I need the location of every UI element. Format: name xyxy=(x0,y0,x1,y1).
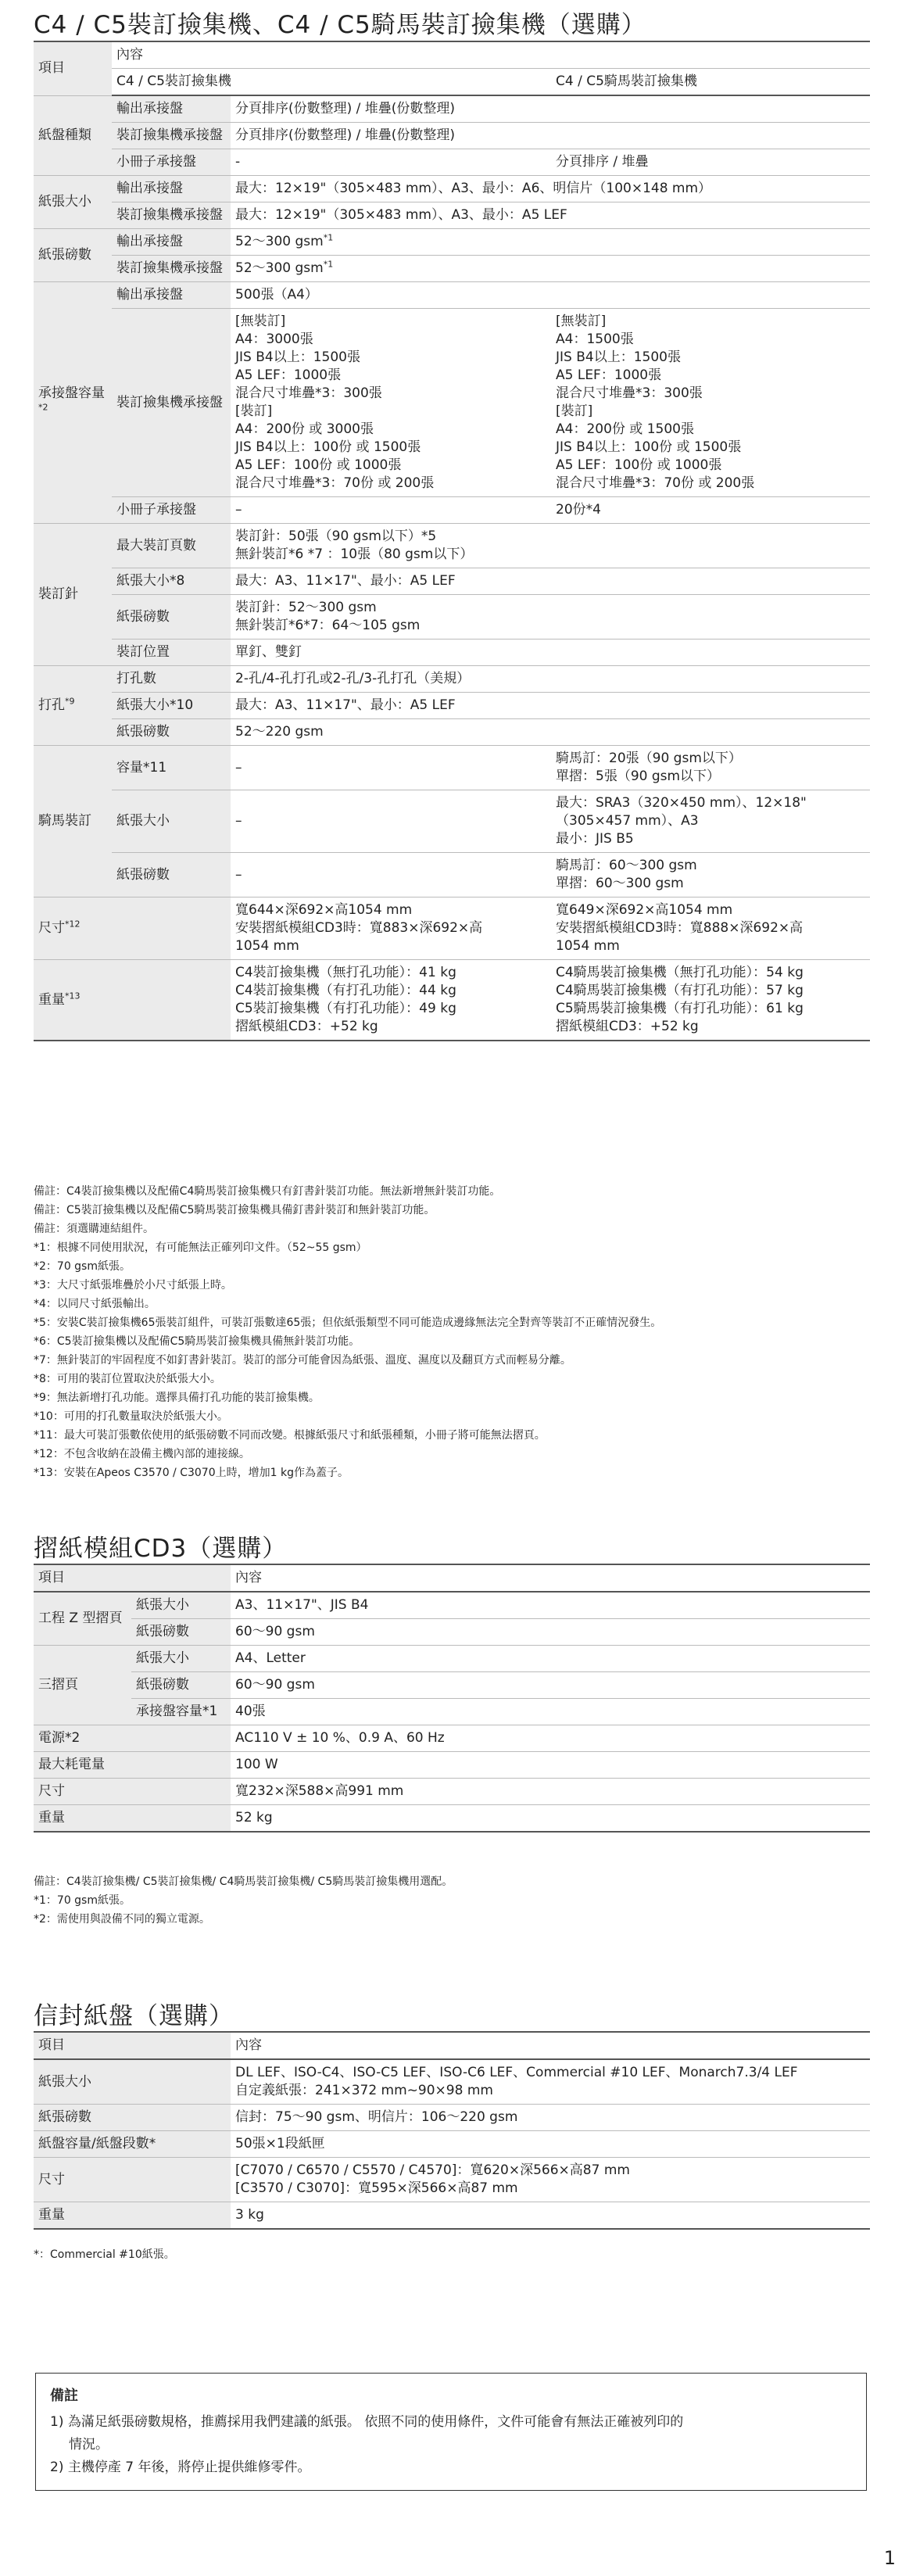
cell: 100 W xyxy=(231,1752,870,1779)
list-line: 混合尺寸堆疊*3：70份 或 200張 xyxy=(235,475,435,491)
list-line: C4裝訂撿集機（無打孔功能）：41 kg xyxy=(235,965,456,980)
header-c4: C4 / C5裝訂撿集機 xyxy=(112,69,551,96)
list-line: *9：無法新增打孔功能。選擇具備打孔功能的裝訂撿集機。 xyxy=(34,1392,320,1404)
cell xyxy=(551,897,870,960)
list-line: *7：無針裝訂的牢固程度不如釘書針裝訂。裝訂的部分可能會因為紙張、溫度、濕度以及翻頁方式而輕易分離。 xyxy=(34,1354,571,1367)
cell: A4、Letter xyxy=(231,1646,870,1672)
list-line: 摺紙模組CD3：+52 kg xyxy=(556,1019,699,1034)
list-line: 摺紙模組CD3：+52 kg xyxy=(235,1019,378,1034)
sub-label: 裝訂撿集機承接盤 xyxy=(112,256,231,282)
list-line: *1：根據不同使用狀況，有可能無法正確列印文件。（52~55 gsm） xyxy=(34,1241,367,1254)
sub-label: 打孔數 xyxy=(112,666,231,693)
sub-label: 小冊子承接盤 xyxy=(112,497,231,524)
cell: – xyxy=(231,497,551,524)
row-label-dimension: 尺寸 xyxy=(34,1779,231,1805)
sub-label: 紙張磅數 xyxy=(131,1619,231,1646)
list-line: A5 LEF：1000張 xyxy=(556,367,662,383)
cell: 500張（A4） xyxy=(231,282,870,309)
list-line: 寬649×深692×高1054 mm xyxy=(556,902,733,918)
cell: – xyxy=(231,790,551,853)
cell xyxy=(551,790,870,853)
remarks-box xyxy=(35,2373,867,2491)
envelope-spec-table xyxy=(34,2031,870,2230)
sub-label: 容量*11 xyxy=(112,746,231,790)
header-item: 項目 xyxy=(34,2032,231,2059)
sub-label: 裝訂撿集機承接盤 xyxy=(112,123,231,149)
remarks-title: 備註 xyxy=(50,2388,78,2404)
sub-label: 小冊子承接盤 xyxy=(112,149,231,176)
sub-label: 承接盤容量*1 xyxy=(131,1699,231,1725)
list-line: [裝訂] xyxy=(235,403,273,419)
header-content: 內容 xyxy=(112,41,870,69)
row-label-weight: 重量$^{*13}$ xyxy=(34,960,231,1041)
list-line: JIS B4以上：100份 或 1500張 xyxy=(556,439,742,455)
section-title-cd3: 摺紙模組CD3（選購） xyxy=(34,1535,288,1563)
sub-label: 輸出承接盤 xyxy=(112,95,231,123)
list-line: A4：3000張 xyxy=(235,331,313,347)
list-line: *13：安裝在Apeos C3570 / C3070上時，增加1 kg作為蓋子。 xyxy=(34,1467,349,1479)
sub-label: 紙張磅數 xyxy=(112,853,231,897)
cell xyxy=(231,960,551,1041)
row-label-capacity: 紙盤容量/紙盤段數* xyxy=(34,2131,231,2158)
row-label-net-weight: 重量 xyxy=(34,2202,231,2230)
list-line: [裝訂] xyxy=(556,403,593,419)
finisher-notes xyxy=(34,1182,661,1482)
list-line: [無裝訂] xyxy=(556,313,607,329)
sub-label: 紙張磅數 xyxy=(131,1672,231,1699)
list-line: A5 LEF：1000張 xyxy=(235,367,342,383)
remark-item: 1) 為滿足紙張磅數規格，推薦採用我們建議的紙張。 依照不同的使用條件，文件可能會有無法正確被列印的 xyxy=(50,2414,684,2430)
row-label-paper-size: 紙張大小 xyxy=(34,176,112,229)
sub-label: 輸出承接盤 xyxy=(112,229,231,256)
cell: 52～300 gsm$^{*1}$ xyxy=(231,256,870,282)
cell: 最大：12×19"（305×483 mm）、A3、最小：A6、明信片（100×148 mm） xyxy=(231,176,870,202)
cell: [C7070 / C6570 / C5570 / C4570]：寬620×深566×高87 mm [C3570 / C3070]：寬595×深566×高87 mm xyxy=(231,2158,870,2202)
list-line: C4騎馬裝訂撿集機（無打孔功能）：54 kg xyxy=(556,965,804,980)
sub-label: 裝訂位置 xyxy=(112,640,231,666)
cell xyxy=(551,746,870,790)
remark-item: 2) 主機停產 7 年後，將停止提供維修零件。 xyxy=(50,2460,311,2475)
list-line: 騎馬訂：20張（90 gsm以下） xyxy=(556,751,742,766)
cell: 50張×1段紙匣 xyxy=(231,2131,870,2158)
list-line: （305×457 mm）、A3 xyxy=(556,813,699,829)
cell: 寬232×深588×高991 mm xyxy=(231,1779,870,1805)
cap-c5-list xyxy=(551,309,870,497)
row-label-saddle: 騎馬裝訂 xyxy=(34,746,112,897)
list-line: *5：安裝C裝訂撿集機65張裝訂組件，可裝訂張數達65張；但依紙張類型不同可能造成邊緣無法完全對齊等裝訂不正確情況發生。 xyxy=(34,1317,662,1329)
row-label-maxpower: 最大耗電量 xyxy=(34,1752,231,1779)
list-line: 單摺：60～300 gsm xyxy=(556,876,684,891)
list-line: *6：C5裝訂撿集機以及配備C5騎馬裝訂撿集機具備無針裝訂功能。 xyxy=(34,1335,360,1348)
sub-label: 紙張大小*8 xyxy=(112,568,231,595)
list-line: JIS B4以上：100份 或 1500張 xyxy=(235,439,421,455)
row-label-punch: 打孔$^{*9}$ xyxy=(34,666,112,746)
sub-label: 紙張大小 xyxy=(131,1646,231,1672)
cd3-notes xyxy=(34,1872,453,1929)
sub-label: 輸出承接盤 xyxy=(112,176,231,202)
list-line: *8：可用的裝訂位置取決於紙張大小。 xyxy=(34,1373,221,1385)
cell: – xyxy=(231,746,551,790)
list-line: *11：最大可裝訂張數依使用的紙張磅數不同而改變。根據紙張尺寸和紙張種類，小冊子將可能無法摺頁。 xyxy=(34,1429,546,1442)
cell: 信封：75～90 gsm、明信片：106～220 gsm xyxy=(231,2105,870,2131)
list-line: *3：大尺寸紙張堆疊於小尺寸紙張上時。 xyxy=(34,1279,232,1292)
cell: 最大：A3、11×17"、最小：A5 LEF xyxy=(231,568,870,595)
list-line: *4：以同尺寸紙張輸出。 xyxy=(34,1298,156,1310)
cell: 裝訂針：50張（90 gsm以下）*5 無針裝訂*6 *7 ：10張（80 gsm以下） xyxy=(231,524,870,568)
header-content: 內容 xyxy=(231,2032,870,2059)
list-line: JIS B4以上：1500張 xyxy=(556,349,681,365)
row-label-trifold: 三摺頁 xyxy=(34,1646,131,1725)
sub-label: 最大裝訂頁數 xyxy=(112,524,231,568)
list-line: *2：70 gsm紙張。 xyxy=(34,1260,131,1273)
cell: 最大：12×19"（305×483 mm）、A3、最小：A5 LEF xyxy=(231,202,870,229)
list-line: 1054 mm xyxy=(556,938,620,954)
cell: 分頁排序(份數整理) / 堆疊(份數整理) xyxy=(231,123,870,149)
row-label-weight: 重量 xyxy=(34,1805,231,1833)
list-line: 安裝摺紙模組CD3時：寬888×深692×高 xyxy=(556,920,804,936)
cell xyxy=(231,897,551,960)
sub-label: 紙張大小*10 xyxy=(112,693,231,719)
list-line: A5 LEF：100份 或 1000張 xyxy=(556,457,722,473)
list-line: C4騎馬裝訂撿集機（有打孔功能）：57 kg xyxy=(556,983,804,998)
row-label-weight: 紙張磅數 xyxy=(34,2105,231,2131)
list-line: 混合尺寸堆疊*3：300張 xyxy=(235,385,382,401)
list-line: 混合尺寸堆疊*3：70份 或 200張 xyxy=(556,475,755,491)
remark-item: 情況。 xyxy=(69,2437,109,2452)
list-line: [無裝訂] xyxy=(235,313,286,329)
list-line: A4：1500張 xyxy=(556,331,634,347)
list-line: A4：200份 或 1500張 xyxy=(556,421,694,437)
section-title-finisher: C4 / C5裝訂撿集機、C4 / C5騎馬裝訂撿集機（選購） xyxy=(34,11,646,39)
cd3-spec-table xyxy=(34,1564,870,1833)
page-number: 1 xyxy=(883,2547,896,2569)
cell: 60～90 gsm xyxy=(231,1619,870,1646)
cell: 52～300 gsm$^{*1}$ xyxy=(231,229,870,256)
cell: – xyxy=(231,853,551,897)
cell: 單釘、雙釘 xyxy=(231,640,870,666)
list-line: *10：可用的打孔數量取決於紙張大小。 xyxy=(34,1410,228,1423)
sub-label: 紙張磅數 xyxy=(112,595,231,640)
row-label-power: 電源*2 xyxy=(34,1725,231,1752)
row-label-paper-type: 紙盤種類 xyxy=(34,95,112,176)
list-line: 備註：須選購連結組件。 xyxy=(34,1223,154,1235)
cell: 40張 xyxy=(231,1699,870,1725)
list-line: A4：200份 或 3000張 xyxy=(235,421,374,437)
cell: 最大：A3、11×17"、最小：A5 LEF xyxy=(231,693,870,719)
cell: 分頁排序(份數整理) / 堆疊(份數整理) xyxy=(231,95,870,123)
sub-label: 紙張大小 xyxy=(131,1592,231,1619)
header-content: 內容 xyxy=(231,1564,870,1592)
sub-label: 裝訂撿集機承接盤 xyxy=(112,202,231,229)
cell: 52 kg xyxy=(231,1805,870,1833)
cell: - xyxy=(231,149,551,176)
list-line: 備註：C5裝訂撿集機以及配備C5騎馬裝訂撿集機具備釘書針裝訂和無針裝訂功能。 xyxy=(34,1204,435,1216)
list-line: A5 LEF：100份 或 1000張 xyxy=(235,457,402,473)
row-label-size: 紙張大小 xyxy=(34,2059,231,2105)
finisher-spec-table xyxy=(34,41,870,1041)
cell xyxy=(551,853,870,897)
cell: 分頁排序 / 堆疊 xyxy=(551,149,870,176)
sub-label: 紙張大小 xyxy=(112,790,231,853)
row-label-paper-weight: 紙張磅數 xyxy=(34,229,112,282)
list-line: *2：需使用與設備不同的獨立電源。 xyxy=(34,1913,210,1926)
list-line: 備註：C4裝訂撿集機以及配備C4騎馬裝訂撿集機只有釘書針裝訂功能。無法新增無針裝訂功能。 xyxy=(34,1185,501,1198)
row-label-dimension: 尺寸 xyxy=(34,2158,231,2202)
header-item: 項目 xyxy=(34,41,112,95)
sub-label: 裝訂撿集機承接盤 xyxy=(112,309,231,497)
cell: 60～90 gsm xyxy=(231,1672,870,1699)
cell: DL LEF、ISO-C4、ISO-C5 LEF、ISO-C6 LEF、Commercial #10 LEF、Monarch7.3/4 LEF 自定義紙張：241×372 mm~90×98 mm xyxy=(231,2059,870,2105)
list-line: 最大：SRA3（320×450 mm）、12×18" xyxy=(556,795,807,811)
list-line: C5騎馬裝訂撿集機（有打孔功能）：61 kg xyxy=(556,1001,804,1016)
section-title-envelope: 信封紙盤（選購） xyxy=(34,2002,234,2030)
cell xyxy=(551,960,870,1041)
row-label-capacity: 承接盤容量$^{*2}$ xyxy=(34,282,112,524)
cell: 2-孔/4-孔打孔或2-孔/3-孔打孔（美規） xyxy=(231,666,870,693)
list-line: JIS B4以上：1500張 xyxy=(235,349,360,365)
list-line: 備註：C4裝訂撿集機/ C5裝訂撿集機/ C4騎馬裝訂撿集機/ C5騎馬裝訂撿集機用選配。 xyxy=(34,1876,453,1888)
row-label-zfold: 工程 Z 型摺頁 xyxy=(34,1592,131,1646)
list-line: 單摺：5張（90 gsm以下） xyxy=(556,769,721,784)
header-item: 項目 xyxy=(34,1564,231,1592)
list-line: 安裝摺紙模組CD3時：寬883×深692×高 xyxy=(235,920,483,936)
list-line: C4裝訂撿集機（有打孔功能）：44 kg xyxy=(235,983,456,998)
list-line: C5裝訂撿集機（有打孔功能）：49 kg xyxy=(235,1001,456,1016)
cell: 52～220 gsm xyxy=(231,719,870,746)
cell: 20份*4 xyxy=(551,497,870,524)
sub-label: 輸出承接盤 xyxy=(112,282,231,309)
list-line: 騎馬訂：60～300 gsm xyxy=(556,858,697,873)
list-line: 1054 mm xyxy=(235,938,299,954)
list-line: 最小：JIS B5 xyxy=(556,831,634,847)
list-line: 混合尺寸堆疊*3：300張 xyxy=(556,385,703,401)
row-label-dimension: 尺寸$^{*12}$ xyxy=(34,897,231,960)
list-line: *1：70 gsm紙張。 xyxy=(34,1894,131,1907)
sub-label: 紙張磅數 xyxy=(112,719,231,746)
cell: 裝訂針：52～300 gsm 無針裝訂*6*7：64～105 gsm xyxy=(231,595,870,640)
list-line: 寬644×深692×高1054 mm xyxy=(235,902,413,918)
row-label-stapler: 裝訂針 xyxy=(34,524,112,666)
header-c5: C4 / C5騎馬裝訂撿集機 xyxy=(551,69,870,96)
cap-c4-list xyxy=(231,309,551,497)
envelope-notes: *：Commercial #10紙張。 xyxy=(34,2248,175,2261)
cell: 3 kg xyxy=(231,2202,870,2230)
cell: AC110 V ± 10 %、0.9 A、60 Hz xyxy=(231,1725,870,1752)
list-line: *12：不包含收納在設備主機內部的連接線。 xyxy=(34,1448,250,1460)
cell: A3、11×17"、JIS B4 xyxy=(231,1592,870,1619)
